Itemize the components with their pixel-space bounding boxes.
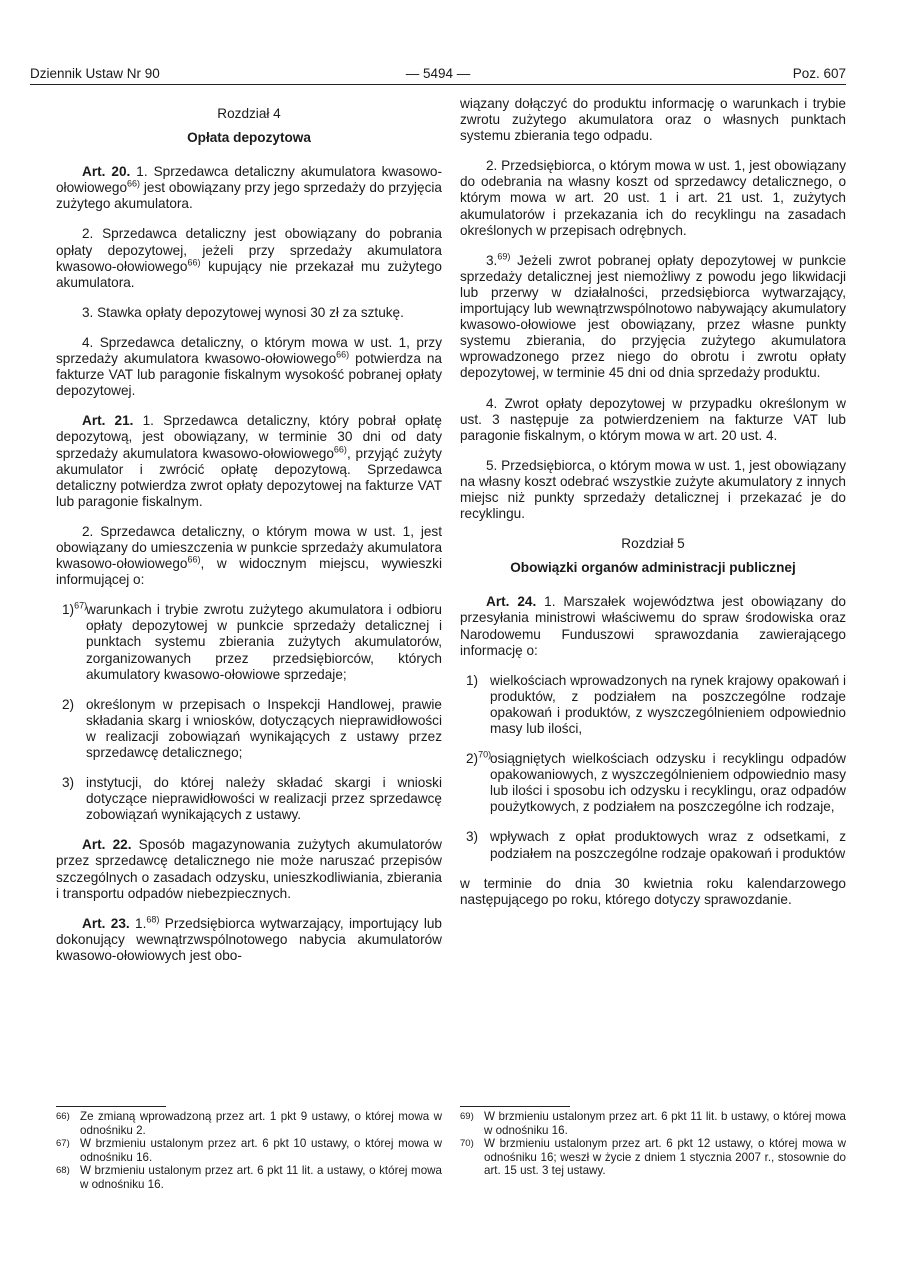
footnote-ref: 66) — [187, 257, 201, 268]
right-footnotes — [460, 1106, 846, 1178]
list-item: 3) wpływach z opłat produktowych wraz z odsetkami, z podziałem na poszczególne rodzaje opakowań i produktów — [466, 829, 846, 861]
art21-para2: 2. Sprzedawca detaliczny, o którym mowa w ust. 1, jest obowiązany do umieszczenia w punkcie sprzedaży akumulatora kwasowo-ołowiowego$^{66)}$, w widocznym miejscu, wywieszki informującej o: — [56, 523, 442, 588]
article-label: Art. 20. — [82, 164, 131, 180]
chapter-title: Obowiązki organów administracji publicznej — [510, 560, 796, 576]
footnote-ref: 66) — [127, 178, 141, 189]
list-item: 2)$^{70)}$ osiągniętych wielkościach odzysku i recyklingu odpadów opakowaniowych, z wyszczególnieniem odpowiednio masy lub ilości i sposobu ich odzysku i recyklingu, oraz odpadów poużytkowych, z podziałem na poszczególne ich rodzaje, — [466, 749, 846, 815]
article-label: Art. 24. — [486, 594, 537, 610]
art23-para4: 4. Zwrot opłaty depozytowej w przypadku określonym w ust. 3 następuje za potwierdzeniem na fakturze VAT lub paragonie fiskalnym, o którym mowa w art. 20 ust. 4. — [460, 395, 846, 443]
list-item: 3) instytucji, do której należy składać skargi i wnioski dotyczące nieprawidłowości w realizacji przez sprzedawcę zobowiązań wynikających z ustawy. — [62, 775, 442, 823]
art21-para1: Art. 21. 1. Sprzedawca detaliczny, który pobrał opłatę depozytową, jest obowiązany, w terminie 30 dni od daty sprzedaży akumulatora kwasowo-ołowiowego$^{66)}$, przyjąć zużyty akumulator i zwrócić opłatę depozytową. Sprzedawca detaliczny potwierdza zwrot opłaty depozytowej na fakturze VAT lub paragonie fiskalnym. — [56, 413, 442, 509]
footnote-ref: 69) — [497, 251, 511, 262]
header-rule — [30, 84, 846, 85]
footnote: 70) W brzmieniu ustalonym przez art. 6 pkt 12 ustawy, o której mowa w odnośniku 16; weszł w życie z dniem 1 stycznia 2007 r., stosownie do art. 15 ust. 3 tej ustawy. — [460, 1137, 846, 1177]
left-column — [56, 96, 442, 978]
footnote-ref: 66) — [336, 349, 350, 360]
art23-para1: Art. 23. 1.$^{68)}$ Przedsiębiorca wytwarzający, importujący lub dokonujący wewnątrzwspólnotowego nabycia akumulatorów kwasowo-ołowiowych jest obo- — [56, 914, 442, 963]
footnote: 67) W brzmieniu ustalonym przez art. 6 pkt 10 ustawy, o której mowa w odnośniku 16. — [56, 1137, 442, 1164]
art20-para3: 3. Stawka opłaty depozytowej wynosi 30 zł za sztukę. — [82, 304, 404, 320]
journal-title: Dziennik Ustaw Nr 90 — [30, 66, 160, 81]
footnote: 69) W brzmieniu ustalonym przez art. 6 pkt 11 lit. b ustawy, o której mowa w odnośniku 16. — [460, 1110, 846, 1137]
footnote: 66) Ze zmianą wprowadzoną przez art. 1 pkt 9 ustawy, o której mowa w odnośniku 2. — [56, 1110, 442, 1137]
footnote-ref: 67) — [74, 600, 88, 611]
chapter-heading: Rozdział 4 — [217, 106, 281, 121]
footnote-ref: 66) — [187, 554, 201, 565]
article-label: Art. 21. — [82, 413, 134, 429]
art20-para1: Art. 20. 1. Sprzedawca detaliczny akumulatora kwasowo-ołowiowego$^{66)}$ jest obowiązany przy jego sprzedaży do przyjęcia zużytego akumulatora. — [56, 164, 443, 212]
art23-continuation: wiązany dołączyć do produktu informację o warunkach i trybie zwrotu zużytego akumulatora oraz o własnych punktach systemu zbierania tego odpadu. — [460, 96, 846, 144]
page-header — [30, 66, 846, 86]
article-label: Art. 22. — [82, 837, 132, 853]
art23-para2: 2. Przedsiębiorca, o którym mowa w ust. 1, jest obowiązany do odebrania na własny koszt od sprzedawcy detalicznego, o którym mowa w art. 20 ust. 1 i art. 21 ust. 1, zużytych akumulatorów i przekazania ich do recyklingu na zasadach określonych w przepisach odrębnych. — [460, 158, 846, 238]
chapter-title: Opłata depozytowa — [187, 130, 311, 146]
list-item: 2) określonym w przepisach o Inspekcji Handlowej, prawie składania skarg i wniosków, dotyczących nieprawidłowości w realizacji zobowiązań wynikających z ustawy przez sprzedawcę detalicznego; — [62, 696, 442, 760]
article-label: Art. 23. — [82, 915, 130, 931]
footnote-ref: 66) — [333, 443, 347, 454]
art20-para4: 4. Sprzedawca detaliczny, o którym mowa w ust. 1, przy sprzedaży akumulatora kwasowo-ołowiowego$^{66)}$ potwierdza na fakturze VAT lub paragonie fiskalnym wysokość pobranej opłaty depozytowej. — [56, 334, 442, 399]
page-number: — 5494 — — [405, 66, 471, 81]
right-column — [460, 96, 846, 922]
art24-para1: Art. 24. 1. Marszałek województwa jest obowiązany do przesyłania ministrowi właściwemu do spraw środowiska oraz Narodowemu Funduszowi sprawozdania zawierającego informację o: — [460, 594, 846, 658]
art20-para2: 2. Sprzedawca detaliczny jest obowiązany do pobrania opłaty depozytowej, jeżeli przy sprzedaży akumulatora kwasowo-ołowiowego$^{66)}$ kupujący nie przekazał mu zużytego akumulatora. — [56, 226, 442, 290]
footnote-ref: 68) — [146, 914, 160, 925]
art23-para5: 5. Przedsiębiorca, o którym mowa w ust. 1, jest obowiązany na własny koszt odebrać wszystkie zużyte akumulatory z innych miejsc niż punkty sprzedaży detalicznej i przekazać je do recyklingu. — [460, 457, 846, 522]
footnote-ref: 70) — [478, 749, 492, 760]
art24-closing: w terminie do dnia 30 kwietnia roku kalendarzowego następującego po roku, którego dotyczy sprawozdanie. — [460, 875, 846, 907]
footnote: 68) W brzmieniu ustalonym przez art. 6 pkt 11 lit. a ustawy, o której mowa w odnośniku 16. — [56, 1164, 442, 1191]
footnote-rule — [460, 1106, 570, 1107]
left-footnotes — [56, 1106, 442, 1191]
position-number: Poz. 607 — [792, 66, 846, 81]
art23-para3: 3.$^{69)}$ Jeżeli zwrot pobranej opłaty depozytowej w punkcie sprzedaży detalicznej jest niemożliwy z powodu jego likwidacji lub przerwy w działalności, przedsiębiorca wytwarzający, importujący lub wewnątrzwspólnotowo nabywający akumulatory kwasowo-ołowiowe jest obowiązany, przez własne punkty systemu zbierania, do przyjęcia zużytego akumulatora wprowadzonego przez niego do obrotu i zwrotu opłaty depozytowej, w terminie 45 dni od dnia sprzedaży produktu. — [460, 251, 846, 381]
list-item: 1)$^{67)}$ warunkach i trybie zwrotu zużytego akumulatora i odbioru opłaty depozytowej w punkcie sprzedaży detalicznej i punktach systemu zbierania zużytych akumulatorów, zorganizowanych przez przedsiębiorców, których akumulatory kwasowo-ołowiowe sprzedaje; — [62, 600, 442, 682]
art22-para: Art. 22. Sposób magazynowania zużytych akumulatorów przez sprzedawcę detalicznego nie może naruszać przepisów szczególnych o zasadach odzysku, unieszkodliwiania, zbierania i transportu odpadów niebezpiecznych. — [56, 837, 442, 901]
footnote-rule — [56, 1106, 166, 1107]
list-item: 1) wielkościach wprowadzonych na rynek krajowy opakowań i produktów, z podziałem na poszczególne rodzaje opakowań i produktów, z wyszczególnieniem odpowiednio masy lub ilości, — [466, 672, 846, 736]
chapter-heading: Rozdział 5 — [621, 536, 685, 552]
